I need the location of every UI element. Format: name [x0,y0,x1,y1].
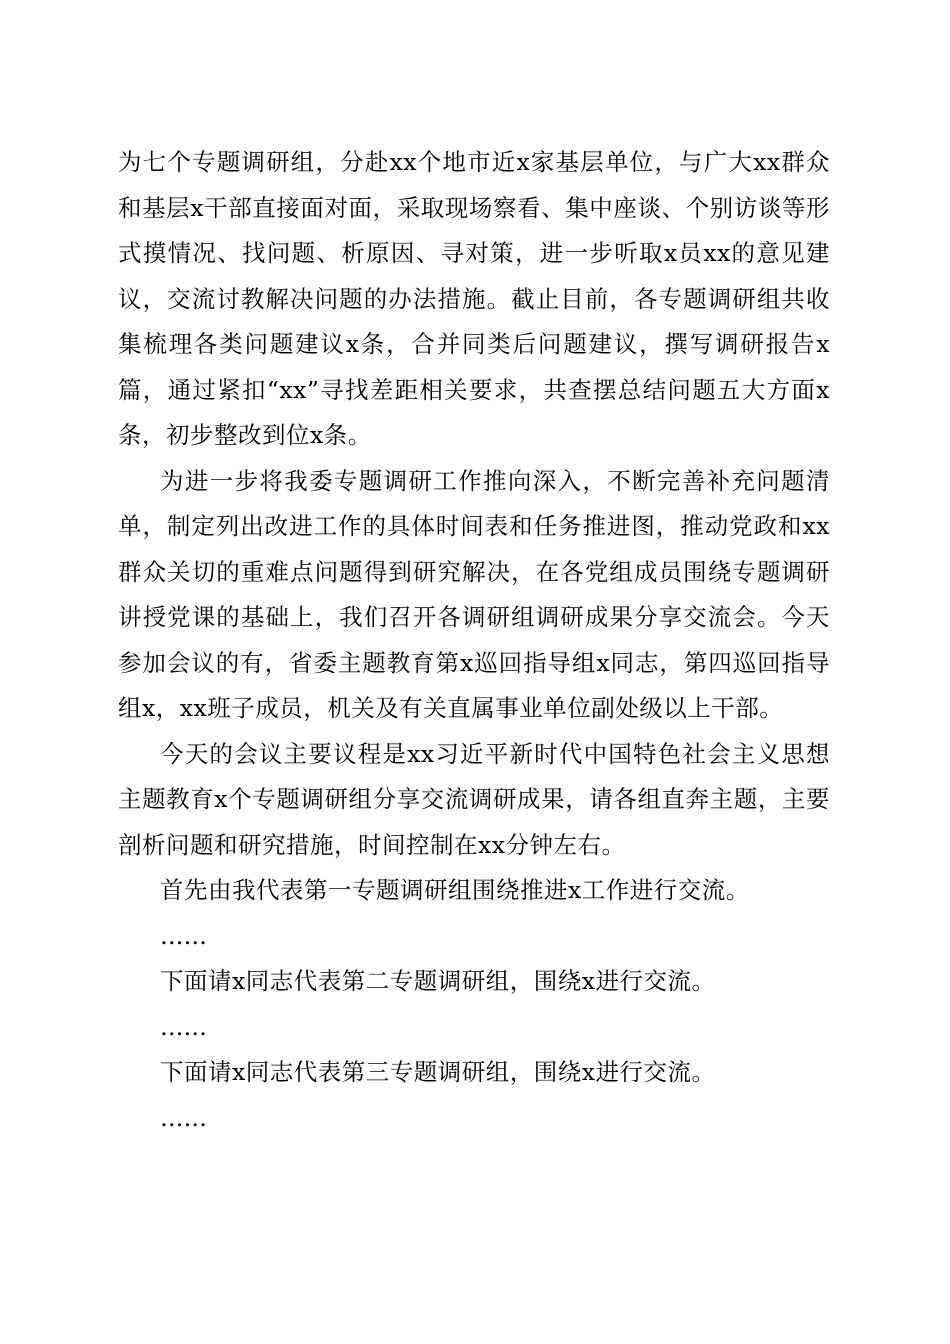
paragraph-first-group: 首先由我代表第一专题调研组围绕推进x工作进行交流。 [160,876,750,904]
document-body [118,140,830,1141]
ellipsis-2: …… [160,1012,207,1041]
paragraph-second-group: 下面请x同志代表第二专题调研组，围绕x进行交流。 [160,967,716,995]
paragraph-third-group: 下面请x同志代表第三专题调研组，围绕x进行交流。 [160,1058,716,1086]
ellipsis-1: …… [160,921,207,950]
paragraph-research-overview: 为七个专题调研组，分赴xx个地市近x家基层单位，与广大xx群众和基层x干部直接面对面，采取现场察看、集中座谈、个别访谈等形式摸情况、找问题、析原因、寻对策，进一步听取x员xx的意见建议，交流讨教解决问题的办法措施。截止目前，各专题调研组共收集梳理各类问题建议x条，合并同类后问题建议，撰写调研报告x篇，通过紧扣“xx”寻找差距相关要求，共查摆总结问题五大方面x条，初步整改到位x条。 [118,148,830,449]
paragraph-meeting-purpose: 为进一步将我委专题调研工作推向深入，不断完善补充问题清单，制定列出改进工作的具体时间表和任务推进图，推动党政和xx群众关切的重难点问题得到研究解决，在各党组成员围绕专题调研讲授党课的基础上，我们召开各调研组调研成果分享交流会。今天参加会议的有，省委主题教育第x巡回指导组x同志，第四巡回指导组x，xx班子成员，机关及有关直属事业单位副处级以上干部。 [118,466,830,722]
ellipsis-3: …… [160,1103,207,1132]
paragraph-meeting-agenda: 今天的会议主要议程是xx习近平新时代中国特色社会主义思想主题教育x个专题调研组分享交流调研成果，请各组直奔主题，主要剖析问题和研究措施，时间控制在xx分钟左右。 [118,739,830,859]
